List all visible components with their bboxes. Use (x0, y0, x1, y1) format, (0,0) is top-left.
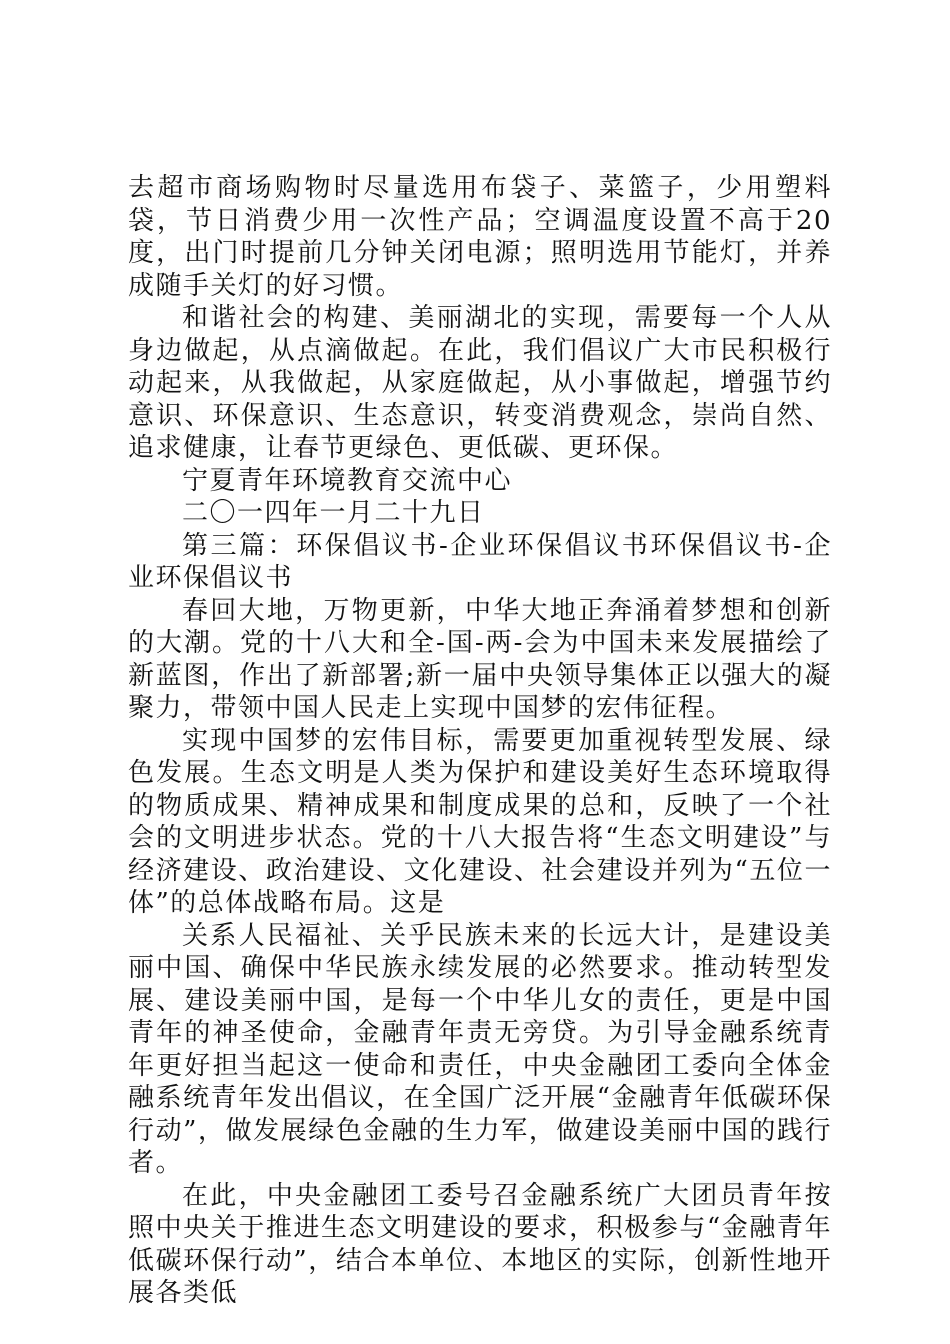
signature-date: 二〇一四年一月二十九日 (182, 498, 485, 528)
section-heading: 第三篇：环保倡议书-企业环保倡议书环保倡议书-企业环保倡议书 (128, 530, 832, 593)
document-body (128, 172, 832, 1310)
paragraph-chinese-dream: 实现中国梦的宏伟目标，需要更加重视转型发展、绿色发展。生态文明是人类为保护和建设美好生态环境取得的物质成果、精神成果和制度成果的总和，反映了一个社会的文明进步状态。党的十八大报告将“生态文明建设”与经济建设、政治建设、文化建设、社会建设并列为“五位一体”的总体战略布局。这是 (128, 725, 832, 918)
paragraph-shopping-tips: 去超市商场购物时尽量选用布袋子、菜篮子，少用塑料袋，节日消费少用一次性产品；空调温度设置不高于20度，出门时提前几分钟关闭电源；照明选用节能灯，并养成随手关灯的好习惯。 (128, 173, 832, 301)
paragraph-harmonious-society: 和谐社会的构建、美丽湖北的实现，需要每一个人从身边做起，从点滴做起。在此，我们倡议广大市民积极行动起来，从我做起，从家庭做起，从小事做起，增强节约意识、环保意识、生态意识，转变消费观念，崇尚自然、追求健康，让春节更绿色、更低碳、更环保。 (128, 303, 832, 463)
paragraph-call-to-action: 在此，中央金融团工委号召金融系统广大团员青年按照中央关于推进生态文明建设的要求，积极参与“金融青年低碳环保行动”，结合本单位、本地区的实际，创新性地开展各类低 (128, 1180, 832, 1308)
signature-organization: 宁夏青年环境教育交流中心 (182, 465, 513, 496)
paragraph-spring: 春回大地，万物更新，中华大地正奔涌着梦想和创新的大潮。党的十八大和全-国-两-会为中国未来发展描绘了新蓝图，作出了新部署;新一届中央领导集体正以强大的凝聚力，带领中国人民走上实现中国梦的宏伟征程。 (128, 595, 832, 723)
paragraph-people-welfare: 关系人民福祉、关乎民族未来的长远大计，是建设美丽中国、确保中华民族永续发展的必然要求。推动转型发展、建设美丽中国，是每一个中华儿女的责任，更是中国青年的神圣使命，金融青年责无旁贷。为引导金融系统青年更好担当起这一使命和责任，中央金融团工委向全体金融系统青年发出倡议，在全国广泛开展“金融青年低碳环保行动”，做发展绿色金融的生力军，做建设美丽中国的践行者。 (128, 920, 832, 1178)
